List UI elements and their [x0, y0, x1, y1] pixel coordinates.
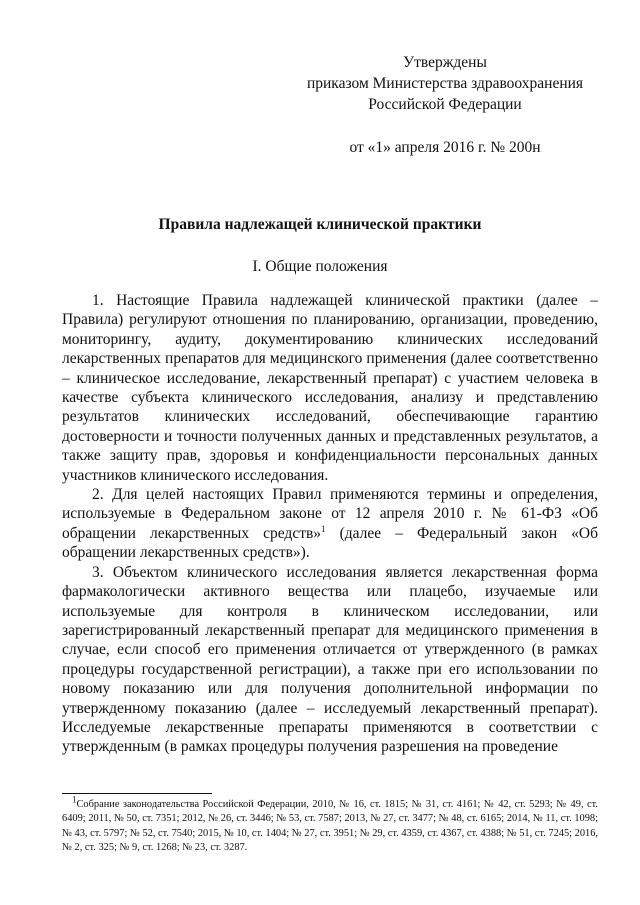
footnote-divider: [62, 793, 212, 794]
paragraph-1: 1. Настоящие Правила надлежащей клинической практики (далее – Правила) регулируют отношения по планированию, организации, проведению, мониторингу, аудиту, документированию клинических исследований лекарственных препаратов для медицинского применения (далее соответственно – клиническое исследование, лекарственный препарат) с участием человека в качестве субъекта клинического исследования, анализу и представлению результатов клинических исследований, обеспечивающие гарантию достоверности и точности полученных данных и представленных результатов, а также защиту прав, здоровья и конфиденциальности персональных данных участников клинического исследования.: [62, 292, 598, 484]
approval-block: [300, 52, 590, 158]
approval-country: Российской Федерации: [368, 96, 522, 113]
footnote: [62, 794, 599, 855]
document-title: Правила надлежащей клинической практики: [158, 216, 482, 233]
footnote-reference: 1: [321, 523, 326, 534]
paragraph-2-text: 2. Для целей настоящих Правил применяются термины и определения, используемые в Федеральном законе от 12 апреля 2010 г. № 61-ФЗ «Об обращении лекарственных средств»: [62, 486, 598, 542]
approval-heading: Утверждены: [403, 54, 487, 71]
paragraph-3: 3. Объектом клинического исследования является лекарственная форма фармакологически активного вещества или плацебо, изучаемые или используемые для контроля в клиническом исследовании, или зарегистрированный лекарственный препарат для медицинского применения в случае, если способ его применения отличается от утвержденного (в рамках процедуры государственной регистрации), а также при его использовании по новому показанию или для получения дополнительной информации по утвержденному показанию (далее – исследуемый лекарственный препарат). Исследуемые лекарственные препараты применяются в соответствии с утвержденным (в рамках процедуры получения разрешения на проведение: [62, 563, 598, 756]
document-body: [62, 291, 598, 757]
approval-ministry: приказом Министерства здравоохранения: [306, 75, 584, 92]
section-heading: I. Общие положения: [252, 258, 388, 275]
footnote-text: Собрание законодательства Российской Федерации, 2010, № 16, ст. 1815; № 31, ст. 4161; № 42, ст. 5293; № 49, ст. 6409; 2011, № 50, ст. 7351; 2012, № 26, ст. 3446; № 53, ст. 7587; 2013, № 27, ст. 3477; № 48, ст. 6165; 2014, № 11, ст. 1098; № 43, ст. 5797; № 52, ст. 7540; 2015, № 10, ст. 1404; № 27, ст. 3951; № 29, ст. 4359, ст. 4367, ст. 4388; № 51, ст. 7245; 2016, № 2, ст. 325; № 9, ст. 1268; № 23, ст. 3287.: [62, 799, 599, 853]
paragraph-2-continuation: (далее – Федеральный закон «Об обращении лекарственных средств»).: [62, 524, 598, 562]
paragraph-2: [62, 485, 598, 563]
footnote-marker: 1: [72, 794, 77, 805]
approval-order-date: от «1» апреля 2016 г. № 200н: [349, 139, 541, 156]
